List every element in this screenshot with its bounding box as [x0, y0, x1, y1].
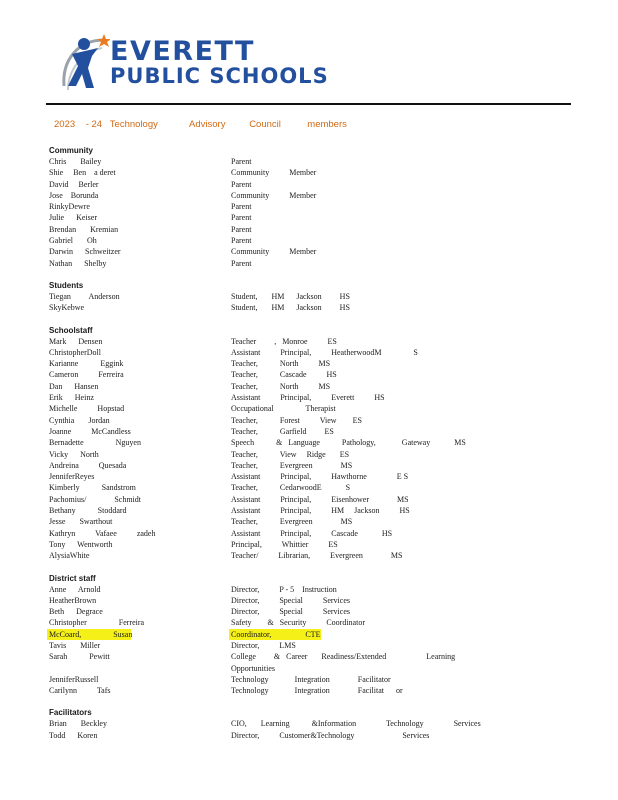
member-name: Joanne McCandless — [49, 426, 131, 436]
member-row — [49, 235, 579, 246]
member-row — [49, 606, 579, 617]
section-title: District staff — [49, 573, 96, 583]
member-role: Director, Special Services — [231, 607, 350, 617]
member-role: Coordinator, CTE — [231, 629, 321, 639]
member-row — [49, 179, 579, 190]
member-row — [49, 212, 579, 223]
member-name: Nathan Shelby — [49, 258, 107, 268]
member-role: Safety & Security Coordinator — [231, 618, 365, 628]
member-row — [49, 595, 579, 606]
member-role: Teacher, North MS — [231, 359, 331, 369]
member-role: Parent — [231, 157, 252, 166]
member-name: Christopher Ferreira — [49, 618, 145, 628]
member-row — [49, 415, 579, 426]
member-role: Teacher, Evergreen MS — [231, 517, 353, 527]
member-name: Shie Ben a deret — [49, 168, 116, 178]
section-gap — [49, 269, 579, 280]
member-role: Assistant Principal, HeatherwoodM S — [231, 347, 418, 357]
member-role: Assistant Principal, Everett HS — [231, 393, 385, 403]
member-row — [49, 471, 579, 482]
section-title: Students — [49, 280, 84, 290]
member-name: Tavis Miller — [49, 640, 101, 650]
section-gap — [49, 696, 579, 707]
star-figure-icon — [58, 30, 110, 96]
member-row — [49, 674, 579, 685]
member-row — [49, 640, 579, 651]
member-role: Teacher, Garfield ES — [231, 426, 334, 436]
member-name: JenniferReyes — [49, 472, 95, 482]
member-name: Darwin Schweitzer — [49, 247, 121, 257]
member-name: Kimberly Sandstrom — [49, 483, 136, 493]
member-role: Teacher/ Librarian, Evergreen MS — [231, 551, 403, 561]
member-name: McCoard, Susan — [49, 629, 133, 639]
section-title: Facilitators — [49, 708, 92, 718]
member-name: Anne Arnold — [49, 584, 101, 594]
member-row — [49, 369, 579, 380]
member-row — [49, 629, 579, 640]
member-name: Tiegan Anderson — [49, 291, 120, 301]
member-role: Parent — [231, 213, 252, 223]
member-name: Bethany Stoddard — [49, 506, 127, 516]
member-name: Jesse Swarthout — [49, 517, 113, 527]
member-row — [49, 516, 579, 527]
member-row — [49, 482, 579, 493]
member-name: Mark Densen — [49, 336, 103, 346]
member-row — [49, 426, 579, 437]
member-row — [49, 291, 579, 302]
member-role: College & Career Readiness/Extended Learning Opportunities — [231, 652, 456, 673]
member-role: Director, Customer&Technology Services — [231, 730, 430, 740]
member-row — [49, 246, 579, 257]
member-name: Cameron Ferreira — [49, 370, 124, 380]
member-row — [49, 528, 579, 539]
member-role: Occupational Therapist — [231, 404, 336, 414]
member-row — [49, 730, 579, 741]
district-logo — [58, 30, 358, 96]
member-role: Assistant Principal, Hawthorne E S — [231, 472, 409, 482]
member-role: Community Member — [231, 190, 317, 200]
member-row — [49, 505, 579, 516]
member-name: Beth Degrace — [49, 607, 103, 617]
member-row — [49, 539, 579, 550]
member-row — [49, 460, 579, 471]
member-role: Assistant Principal, Eisenhower MS — [231, 494, 409, 504]
member-name: David Berler — [49, 179, 99, 189]
member-role: Assistant Principal, Cascade HS — [231, 528, 393, 538]
member-row — [49, 302, 579, 313]
member-name: Andreina Quesada — [49, 460, 127, 470]
member-row — [49, 358, 579, 369]
member-row — [49, 651, 579, 674]
member-role: Student, HM Jackson HS — [231, 303, 350, 313]
member-name: Kathryn Vafaee zadeh — [49, 528, 156, 538]
logo-line1: EVERETT — [110, 36, 255, 67]
member-row — [49, 190, 579, 201]
member-row — [49, 347, 579, 358]
member-name: Chris Bailey — [49, 157, 102, 166]
member-row — [49, 685, 579, 696]
member-role: Parent — [231, 179, 252, 189]
member-row — [49, 437, 579, 448]
member-role: Assistant Principal, HM Jackson HS — [231, 506, 410, 516]
member-role: Community Member — [231, 168, 317, 178]
member-name: Brendan Kremian — [49, 224, 119, 234]
member-role: Technology Integration Facilitat or — [231, 686, 403, 696]
member-role: Speech & Language Pathology, Gateway MS — [231, 438, 466, 448]
member-name: Michelle Hopstad — [49, 404, 125, 414]
section-gap — [49, 562, 579, 573]
member-role: Teacher, North MS — [231, 381, 331, 391]
member-role: Parent — [231, 236, 252, 246]
member-name: ChristopherDoll — [49, 347, 101, 357]
member-role: Director, LMS — [231, 640, 296, 650]
member-role: Parent — [231, 224, 252, 234]
member-row — [49, 718, 579, 729]
member-row — [49, 201, 579, 212]
member-row — [49, 336, 579, 347]
member-row — [49, 224, 579, 235]
member-name: JenniferRussell — [49, 674, 99, 684]
member-list — [49, 145, 579, 741]
member-role: Principal, Whittier ES — [231, 539, 338, 549]
header-rule — [46, 103, 571, 105]
member-role: Teacher , Monroe ES — [231, 336, 337, 346]
member-name: Carilynn Tafs — [49, 686, 111, 696]
member-role: Teacher, CedarwoodE S — [231, 483, 351, 493]
member-row — [49, 617, 579, 628]
member-name: Sarah Pewitt — [49, 652, 110, 662]
member-row — [49, 494, 579, 505]
member-row — [49, 392, 579, 403]
section-title: Schoolstaff — [49, 325, 93, 335]
member-name: Pachomius/ Schmidt — [49, 494, 141, 504]
document-title: 2023 - 24 Technology Advisory Council members — [54, 119, 347, 130]
member-row — [49, 381, 579, 392]
member-row — [49, 258, 579, 269]
member-name: HeatherBrown — [49, 595, 97, 605]
member-row — [49, 167, 579, 178]
member-name: Julie Keiser — [49, 213, 97, 223]
member-name: Gabriel Oh — [49, 236, 97, 246]
member-row — [49, 449, 579, 460]
member-role: Teacher, Forest View ES — [231, 415, 362, 425]
member-name: Vicky North — [49, 449, 99, 459]
member-role: Parent — [231, 258, 252, 268]
member-name: Jose Borunda — [49, 190, 99, 200]
member-role: Director, Special Services — [231, 595, 350, 605]
member-name: Brian Beckley — [49, 719, 107, 729]
member-role: CIO, Learning &Information Technology Services — [231, 719, 481, 729]
member-role: Teacher, Evergreen MS — [231, 460, 353, 470]
member-role: Technology Integration Facilitator — [231, 674, 391, 684]
member-role: Teacher, View Ridge ES — [231, 449, 350, 459]
member-name: Dan Hansen — [49, 381, 99, 391]
member-name: Cynthia Jordan — [49, 415, 110, 425]
member-name: RinkyDewre — [49, 202, 90, 212]
member-role: Student, HM Jackson HS — [231, 291, 350, 301]
logo-line2: PUBLIC SCHOOLS — [110, 64, 329, 88]
member-row — [49, 403, 579, 414]
member-role: Teacher, Cascade HS — [231, 370, 337, 380]
member-row — [49, 550, 579, 561]
member-role: Director, P - 5 Instruction — [231, 584, 337, 594]
member-role: Community Member — [231, 247, 317, 257]
member-name: Erik Heinz — [49, 393, 94, 403]
member-name: Todd Koren — [49, 730, 98, 740]
member-name: Tony Wentworth — [49, 539, 113, 549]
member-row — [49, 584, 579, 595]
member-name: Bernadette Nguyen — [49, 438, 141, 448]
member-name: AlysiaWhite — [49, 551, 90, 561]
section-title: Community — [49, 146, 93, 155]
member-name: SkyKebwe — [49, 303, 85, 313]
member-role: Parent — [231, 202, 252, 212]
member-name: Karianne Eggink — [49, 359, 124, 369]
member-row — [49, 156, 579, 167]
section-gap — [49, 314, 579, 325]
